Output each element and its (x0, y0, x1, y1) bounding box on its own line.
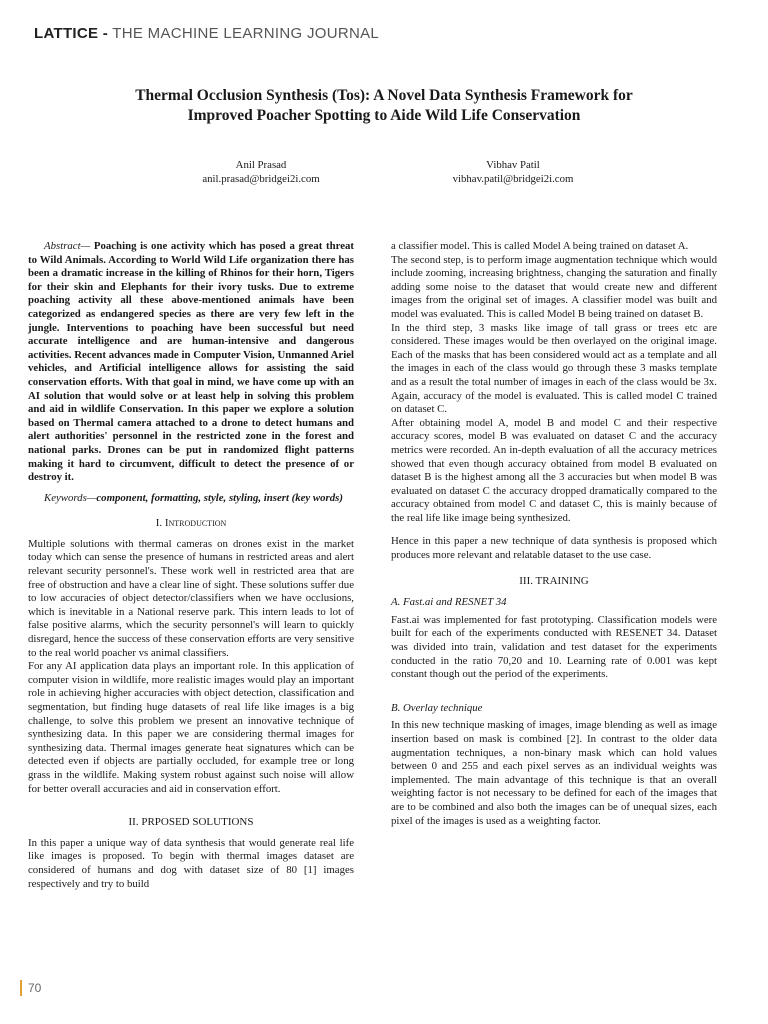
author-1 (176, 158, 346, 186)
body-paragraph: Hence in this paper a new technique of data synthesis is proposed which produces more relevant and relatable dataset to the use case. (391, 535, 717, 562)
paper-title (60, 86, 708, 126)
title-line-2: Improved Poacher Spotting to Aide Wild Life Conservation (187, 107, 581, 124)
journal-brand: LATTICE - (34, 25, 109, 42)
keywords-label: Keywords— (44, 491, 97, 504)
author-email: anil.prasad@bridgei2i.com (202, 173, 320, 185)
right-column (391, 240, 717, 828)
author-2 (428, 158, 598, 186)
abstract-text: Poaching is one activity which has posed a great threat to Wild Animals. According to World Wild Life organization there has been a dramatic increase in the killing of Rhinos for their horn, Tigers for their skin and Elephants for their ivory tusks. Due to extreme poaching activity all these above-mentioned animals have been categorized as endangered species as there are very few left in the jungle. Interventions to poaching have been successful but need accurate intelligence and are human-intensive and dangerous activities. Recent advances made in Computer Vision, Unmanned Ariel vehicles, and Artificial intelligence allows for assisting the said conservation efforts. With that goal in mind, we have come up with an AI solution that would solve or at least help in solving this problem and aid in wildlife Conservation. In this paper we explore a solution based on Thermal camera attached to a drone to detect humans and alert authorities' personnel in the restricted zone in the forest and national parks. Drones can be put in randomized flight patterns making it hard to circumvent, difficult to detect the presence of or destroy it. (28, 240, 354, 484)
journal-header (34, 25, 379, 42)
author-name: Vibhav Patil (486, 159, 540, 171)
section-heading-training: III. TRAINING (519, 574, 589, 587)
author-email: vibhav.patil@bridgei2i.com (452, 173, 574, 185)
subsection-heading-fastai: A. Fast.ai and RESNET 34 (391, 596, 507, 609)
author-name: Anil Prasad (235, 159, 287, 171)
subsection-heading-overlay: B. Overlay technique (391, 701, 483, 714)
body-paragraph: After obtaining model A, model B and model C and their respective accuracy scores, model B was evaluated on dataset C and the accuracy metrics were recorded. An in-depth evaluation of all the accuracy metrices showed that even though accuracy obtained from model B evaluated on dataset B is the highest among all the 3 accuracies but when model B was evaluated on dataset C the accuracy dropped dramatically compared to the accuracy obtained from model C and dataset C, this is mainly because of the real life like image being synthesized. (391, 416, 717, 524)
body-paragraph: In this new technique masking of images, image blending as well as image insertion based on mask is combined [2]. In contrast to the older data augmentation techniques, a non-binary mask which can hold values between 0 and 255 and each pixel serves as an individual weights was implemented. The main advantage of this technique is that an overall weighting factor is not necessary to be defined for each of the images that are to be combined and also both the images can be of unequal sizes, each pixel of the images is used as a weighting factor. (391, 719, 717, 827)
body-paragraph: a classifier model. This is called Model A being trained on dataset A. (391, 240, 689, 252)
section-heading-proposed-solutions: II. PRPOSED SOLUTIONS (128, 816, 254, 829)
abstract-label: Abstract— (44, 240, 91, 252)
body-paragraph: Multiple solutions with thermal cameras on drones exist in the market today which can sense the presence of humans in restricted areas and alert relevant security personnel's. These work well in restricted area that are free of obstruction and have a clear line of sight. These solutions suffer due to low accuracies of object detector/classifiers when we have occlusions, which is inevitable in a National reserve park. This intern leads to lot of false positive alarms, which the security personnel's will learn to quickly disregard, hence the success of these conservation efforts are very sensitive to the real world poacher vs animal classifiers. (28, 537, 354, 659)
section-heading-introduction: I. Introduction (155, 517, 227, 530)
page-number: 70 (20, 980, 41, 996)
keywords (28, 492, 354, 506)
body-paragraph: For any AI application data plays an important role. In this application of computer vision in wildlife, more realistic images would play an important role in achieving higher accuracies with object detection, classification and segmentation, but finding huge datasets of real life like images is a big challenge, to solve this problem we present an innovative technique of synthesizing data. In this paper we are considering thermal images for synthesizing data. Thermal images generate heat signatures which can be detected even if objects are partially occluded, for example tree or long grass in the wildlife. Making system robust against such noise will allow for better overall accuracies and aid in conservation effort. (28, 660, 354, 795)
body-paragraph: In this paper a unique way of data synthesis that would generate real life like images is proposed. To begin with thermal images dataset are considered of humans and dog with dataset size of 80 [1] images respectively and try to build (28, 836, 354, 890)
left-column (28, 240, 354, 891)
body-paragraph: The second step, is to perform image augmentation technique which would include zooming, increasing brightness, changing the saturation and finally adding some noise to the dataset that would create new and different images from the original set of images. A classifier model was built and model was evaluated. This is called Model B being trained on dataset B. (391, 253, 717, 320)
journal-subtitle: THE MACHINE LEARNING JOURNAL (112, 25, 380, 42)
abstract (28, 240, 354, 485)
body-paragraph: In the third step, 3 masks like image of tall grass or trees etc are considered. These images would be then overlayed on the original image. Each of the masks that has been considered would act as a template and all the images in each of the class would go through these 3 masks template and as a result the total number of images in each of the class would be 3x. Again, accuracy of the model is evaluated. This is called model C trained on dataset C. (391, 321, 717, 416)
keywords-text: component, formatting, style, styling, insert (key words) (96, 491, 343, 504)
title-line-1: Thermal Occlusion Synthesis (Tos): A Novel Data Synthesis Framework for (135, 87, 633, 104)
body-paragraph: Fast.ai was implemented for fast prototyping. Classification models were built for each of the experiments conducted with RESENET 34. Dataset was divided into train, validation and test dataset for the experiments conducted in the ratio 70,20 and 10. Learning rate of 0.001 was kept constant though out the period of the experiments. (391, 613, 717, 681)
